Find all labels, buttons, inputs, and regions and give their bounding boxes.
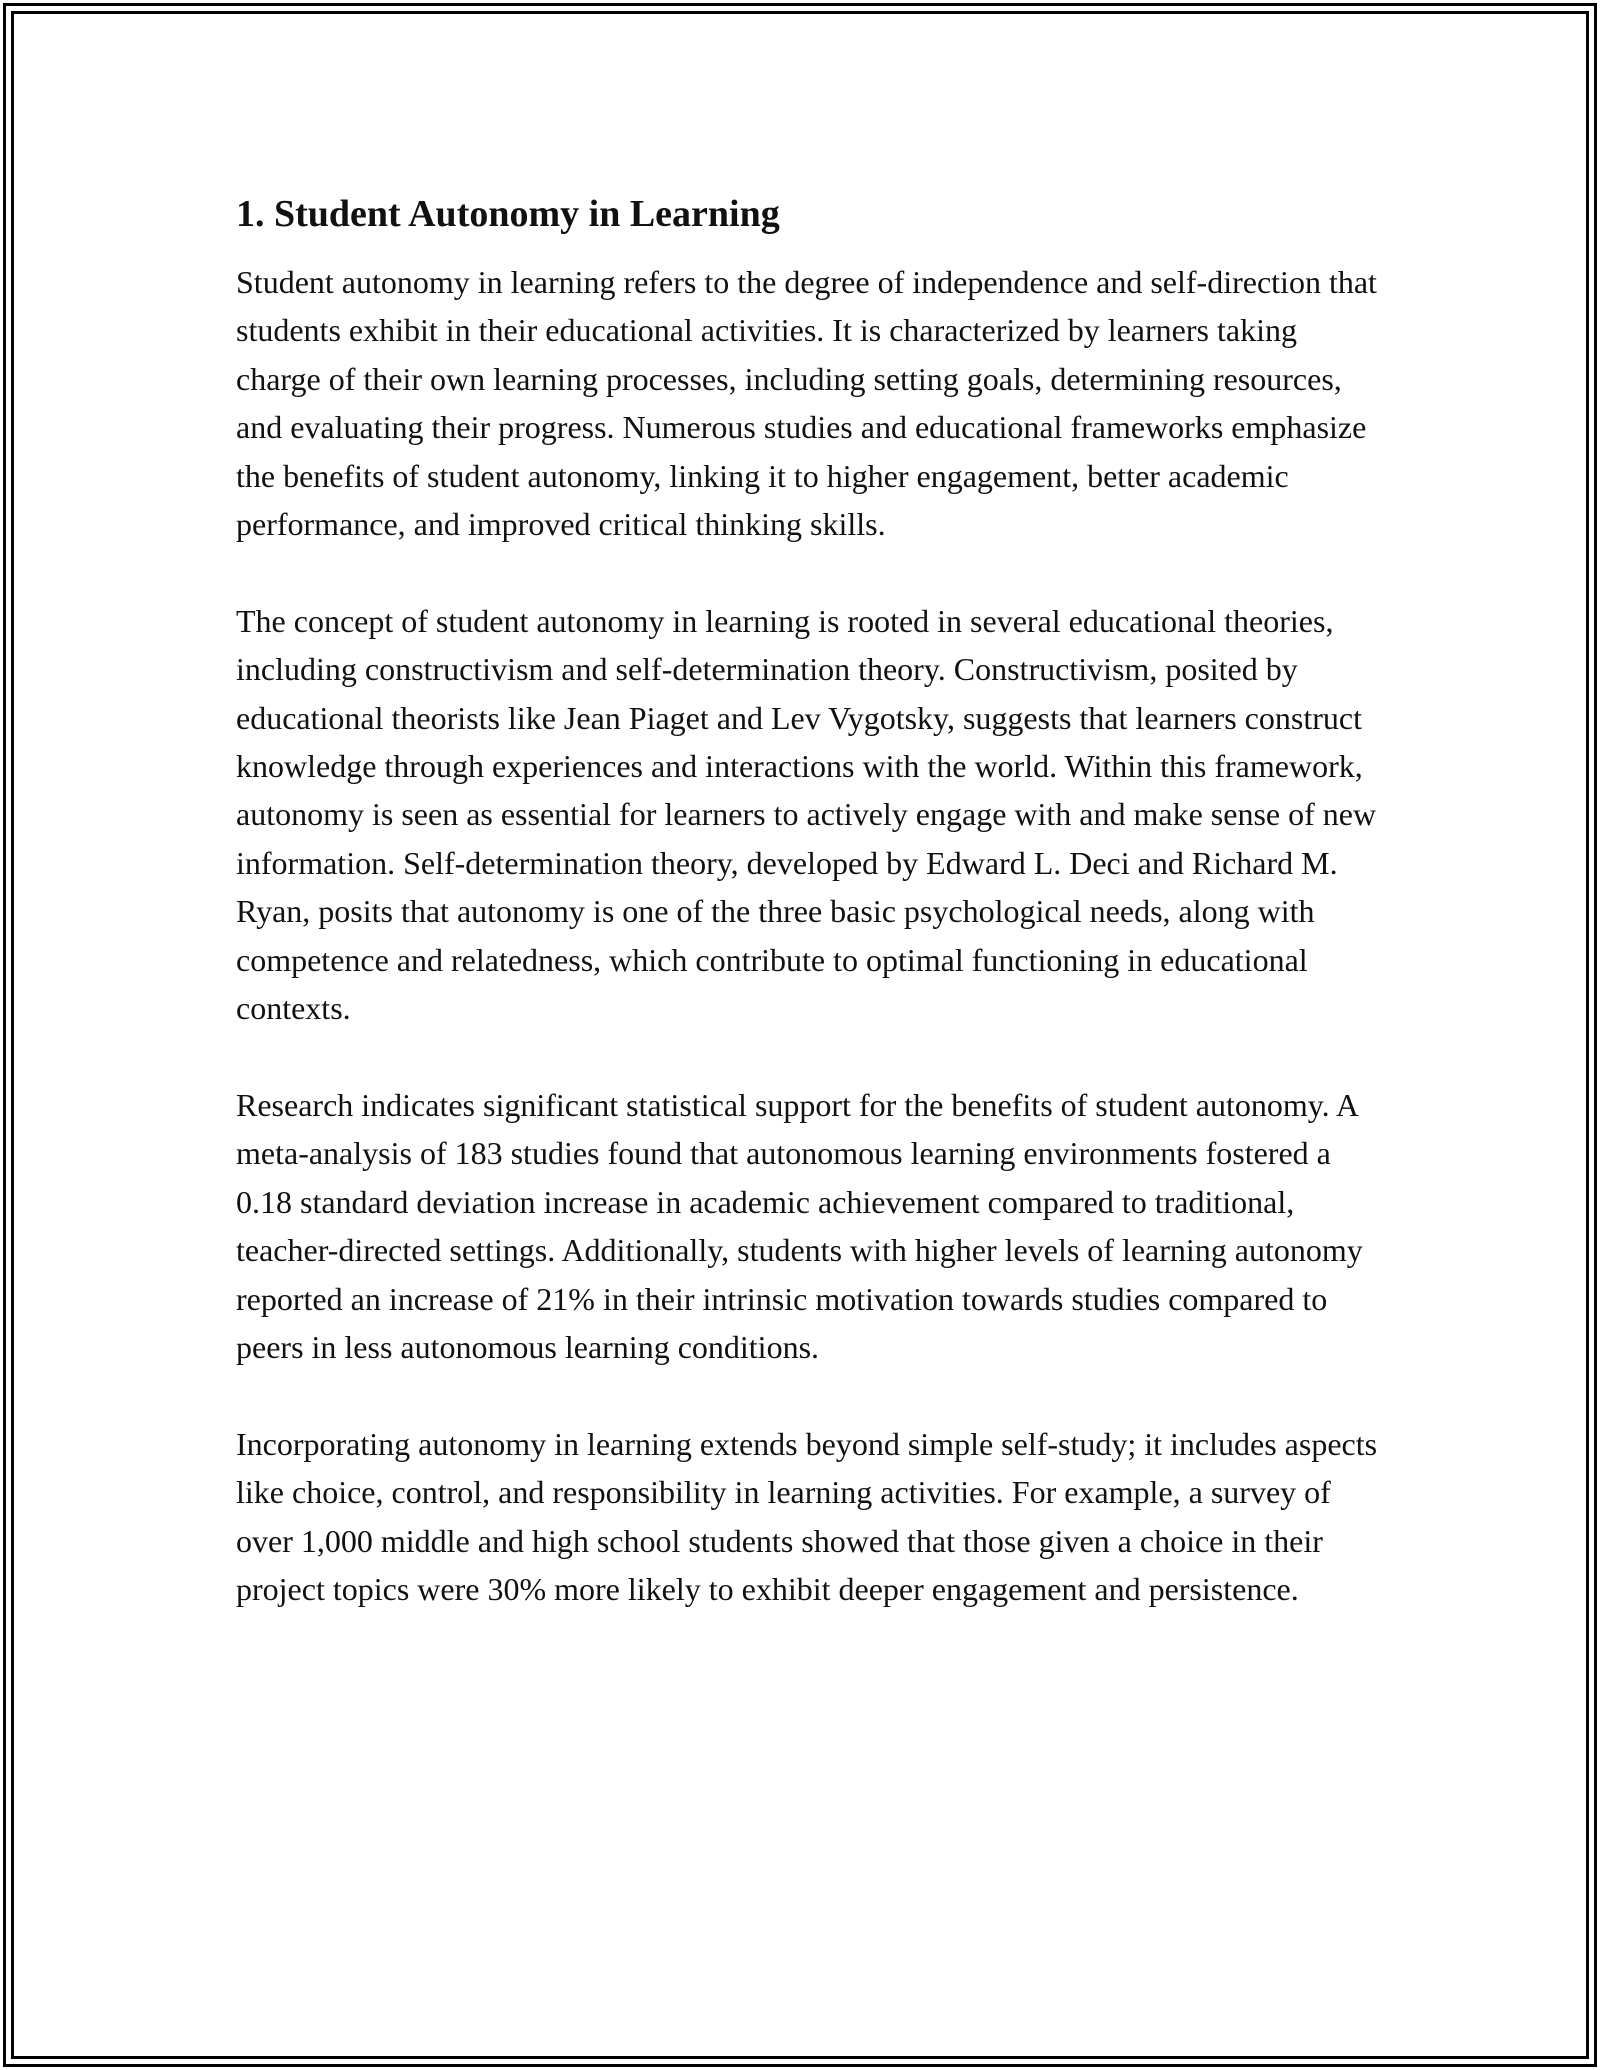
- paragraph-definition: Student autonomy in learning refers to the degree of independence and self-direction that students exhibit in their educational activities. It is characterized by learners taking charge of their own learning processes, including setting goals, determining resources, and evaluating their progress. Numerous studies and educational frameworks emphasize the benefits of student autonomy, linking it to higher engagement, better academic performance, and improved critical thinking skills.: [236, 264, 1377, 543]
- paragraph-incorporating: Incorporating autonomy in learning extends beyond simple self-study; it includes aspects like choice, control, and responsibility in learning activities. For example, a survey of over 1,000 middle and high school students showed that those given a choice in their project topics were 30% more likely to exhibit deeper engagement and persistence.: [236, 1425, 1378, 1607]
- paragraph-theory: The concept of student autonomy in learning is rooted in several educational theories, including constructivism and self-determination theory. Constructivism, posited by educational theorists like Jean Piaget and Lev Vygotsky, suggests that learners construct knowledge through experiences and interactions with the world. Within this framework, autonomy is seen as essential for learners to actively engage with and make sense of new information. Self-determination theory, developed by Edward L. Deci and Richard M. Ryan, posits that autonomy is one of the three basic psychological needs, along with competence and relatedness, which contribute to optimal functioning in educational contexts.: [236, 602, 1377, 1027]
- paragraph-research: Research indicates significant statistical support for the benefits of student autonomy. A meta-analysis of 183 studies found that autonomous learning environments fostered a 0.18 standard deviation increase in academic achievement compared to traditional, teacher-directed settings. Additionally, students with higher levels of learning autonomy reported an increase of 21% in their intrinsic motivation towards studies compared to peers in less autonomous learning conditions.: [236, 1086, 1363, 1365]
- document-body: [236, 186, 1386, 1613]
- section-heading: 1. Student Autonomy in Learning: [236, 193, 780, 235]
